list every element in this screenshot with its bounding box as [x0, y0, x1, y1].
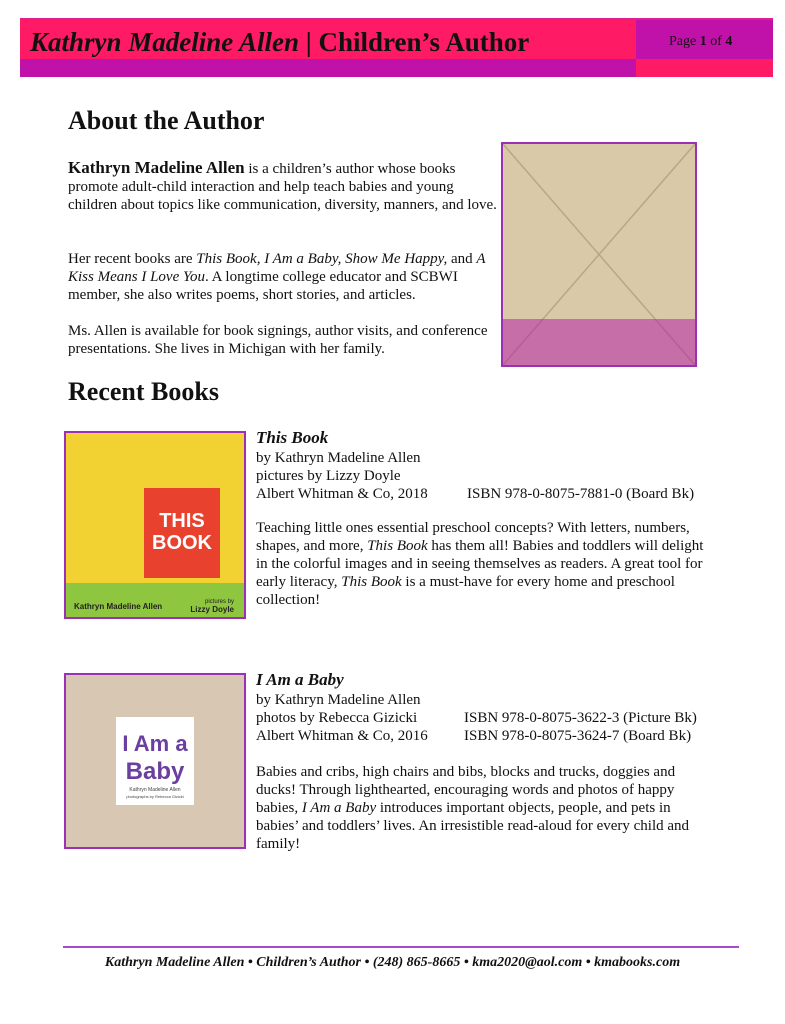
page-total: 4 — [725, 34, 733, 49]
header-author-name: Kathryn Madeline Allen — [30, 27, 300, 57]
book2-desc-b: introduces important objects, people, and pets in babies’ and toddlers’ lives. An irresistible read-aloud for every child and family! — [256, 800, 690, 852]
book1-desc-a: Teaching little ones essential preschool concepts? With letters, numbers, shapes, and more, — [256, 520, 690, 554]
header-banner — [20, 18, 636, 61]
book-title-i-am-a-baby: I Am a Baby — [256, 670, 344, 689]
book2-desc-title: I Am a Baby — [301, 800, 377, 816]
footer-rule — [63, 946, 739, 948]
cover-this-book-title: THIS BOOK — [152, 510, 212, 554]
footer-contact-line: Kathryn Madeline Allen • Children’s Author • (248) 865-8665 • kma2020@aol.com • kmabooks.com — [104, 955, 681, 970]
author-photo-placeholder — [503, 144, 695, 365]
author-photo — [501, 142, 697, 367]
book2-illustrator-line: photos by Rebecca Gizicki — [256, 710, 418, 726]
book2-author-line: by Kathryn Madeline Allen — [256, 692, 421, 708]
about-paragraph-3: Ms. Allen is available for book signings, author visits, and conference presentations. She lives in Michigan with her family. — [68, 323, 488, 357]
book2-desc-a: Babies and cribs, high chairs and bibs, blocks and trucks, doggies and ducks! Through lighthearted, encouraging words and photos of happy babies, — [256, 764, 676, 816]
book1-publisher-line: Albert Whitman & Co, 2018 — [256, 486, 428, 502]
header-separator: | — [299, 27, 319, 57]
document-title — [30, 27, 529, 57]
page-indicator-box — [636, 18, 773, 61]
recent-books-heading: Recent Books — [68, 377, 219, 406]
book1-desc-title-1: This Book — [367, 538, 428, 554]
book2-description — [256, 763, 706, 853]
about-p2-text-c: . A longtime college educator and SCBWI member, she also writes poems, short stories, and articles. — [68, 269, 458, 303]
book2-isbn-board: ISBN 978-0-8075-3624-7 (Board Bk) — [464, 728, 692, 744]
cover-i-am-a-baby-photos-by: photographs by Rebecca Gizicki — [126, 794, 184, 799]
book-title-this-book: This Book — [256, 428, 329, 447]
cover-this-book-author: Kathryn Madeline Allen — [74, 602, 163, 611]
about-p2-text-b: and — [447, 251, 477, 267]
book1-desc-c: is a must-have for every home and preschool collection! — [256, 574, 675, 608]
about-p1-text: is a children’s author whose books promote adult-child interaction and help teach babies and young children about topics like communication, diversity, manners, and love. — [68, 161, 497, 213]
book1-description — [256, 519, 706, 609]
about-p2-text-a: Her recent books are — [68, 251, 197, 267]
cover-this-book-pictures-by: pictures by — [204, 599, 234, 605]
header-strip-right — [636, 59, 773, 77]
about-author-name: Kathryn Madeline Allen — [68, 158, 245, 177]
page-word: Page — [669, 34, 697, 49]
page-of: of — [710, 34, 722, 49]
about-heading: About the Author — [68, 106, 265, 135]
book1-illustrator-line: pictures by Lizzy Doyle — [256, 468, 401, 484]
about-paragraph-1 — [68, 159, 498, 214]
book-cover-i-am-a-baby — [64, 673, 246, 849]
book1-desc-title-2: This Book — [341, 574, 402, 590]
page-current: 1 — [699, 34, 707, 49]
book-cover-this-book — [64, 431, 246, 619]
book2-isbn-picture: ISBN 978-0-8075-3622-3 (Picture Bk) — [464, 710, 697, 726]
cover-i-am-a-baby-placeholder — [66, 675, 244, 847]
about-p2-book-titles: This Book, I Am a Baby, Show Me Happy, — [196, 251, 448, 267]
cover-this-book-placeholder — [66, 433, 244, 617]
book1-author-line: by Kathryn Madeline Allen — [256, 450, 421, 466]
cover-this-book-illustrator: Lizzy Doyle — [190, 605, 234, 614]
cover-i-am-a-baby-title-1: I Am a — [122, 731, 188, 756]
header-subtitle: Children’s Author — [318, 27, 530, 57]
about-p2-book-title-4: A Kiss Means I Love You — [68, 251, 486, 285]
book1-isbn-board: ISBN 978-0-8075-7881-0 (Board Bk) — [467, 486, 695, 502]
header-strip-left — [20, 59, 636, 77]
cover-i-am-a-baby-author: Kathryn Madeline Allen — [129, 787, 181, 793]
book1-desc-b: has them all! Babies and toddlers will delight in the colorful images and in seeing themselves as readers. A great tool for early literacy, — [256, 538, 704, 590]
cover-i-am-a-baby-title-2: Baby — [125, 758, 185, 785]
page-indicator — [669, 34, 732, 50]
book2-publisher-line: Albert Whitman & Co, 2016 — [256, 728, 428, 744]
about-paragraph-2 — [68, 250, 498, 304]
